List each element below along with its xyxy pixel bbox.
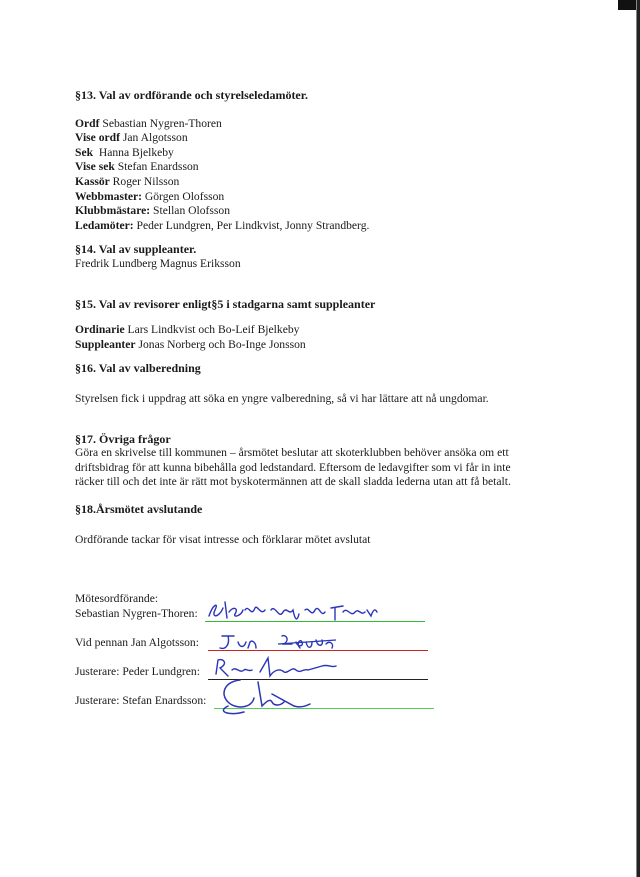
role-row: [75, 146, 595, 161]
scan-edge-shadow: [636, 0, 637, 877]
section-16-heading: §16. Val av valberedning: [75, 361, 201, 376]
section-14-text: Fredrik Lundberg Magnus Eriksson: [75, 256, 241, 270]
auditor-row: [75, 338, 595, 353]
role-name: Roger Nilsson: [109, 174, 180, 188]
auditor-label: Suppleanter: [75, 337, 136, 351]
secretary-label: Vid pennan Jan Algotsson:: [75, 636, 199, 649]
checker2-signature-handwriting: [210, 672, 320, 720]
role-label: Vise ordf: [75, 131, 120, 145]
role-row: [75, 190, 595, 205]
section-13-roles: [75, 117, 595, 234]
role-name: Görgen Olofsson: [141, 189, 225, 203]
role-row: [75, 219, 595, 234]
auditor-row: [75, 323, 595, 338]
section-17-line: räcker till och det inte är rätt mot byskotermännen att de skall sladda lederna utan att få betalt.: [75, 475, 511, 489]
chair-title: Mötesordförande:: [75, 592, 159, 605]
role-label: Ordf: [75, 116, 100, 130]
section-17-heading: §17. Övriga frågor: [75, 431, 171, 446]
section-16-text: Styrelsen fick i uppdrag att söka en yngre valberedning, så vi har lättare att nå ungdomar.: [75, 391, 489, 405]
section-17-line: Göra en skrivelse till kommunen – årsmötet beslutar att skoterklubben behöver ansöka om ett: [75, 446, 509, 460]
role-label: Vise sek: [75, 160, 115, 174]
role-row: [75, 160, 595, 175]
role-row: [75, 204, 595, 219]
auditor-names: Lars Lindkvist och Bo-Leif Bjelkeby: [124, 323, 300, 337]
chair-name-label: Sebastian Nygren-Thoren:: [75, 607, 198, 620]
role-row: [75, 117, 595, 132]
role-label: Kassör: [75, 174, 110, 188]
role-name: Sebastian Nygren-Thoren: [99, 116, 222, 130]
minutes-body: [75, 88, 595, 548]
role-name: Peder Lundgren, Per Lindkvist, Jonny Strandberg.: [133, 218, 370, 232]
auditor-names: Jonas Norberg och Bo-Inge Jonsson: [135, 337, 306, 351]
role-label: Webbmaster:: [75, 189, 142, 203]
role-label: Klubbmästare:: [75, 204, 151, 218]
section-13-heading: §13. Val av ordförande och styrelseledamöter.: [75, 88, 308, 102]
chair-signature-handwriting: [205, 598, 425, 624]
section-14-heading: §14. Val av suppleanter.: [75, 242, 197, 257]
section-15-heading: §15. Val av revisorer enligt§5 i stadgarna samt suppleanter: [75, 296, 376, 311]
role-name: Jan Algotsson: [119, 131, 188, 145]
checker2-label: Justerare: Stefan Enardsson:: [75, 694, 207, 707]
role-row: [75, 175, 595, 190]
section-18-heading: §18.Årsmötet avslutande: [75, 501, 203, 516]
role-name: Hanna Bjelkeby: [93, 145, 174, 159]
checker1-label: Justerare: Peder Lundgren:: [75, 665, 200, 678]
role-row: [75, 131, 595, 146]
role-name: Stefan Enardsson: [114, 160, 199, 174]
auditor-label: Ordinarie: [75, 323, 125, 337]
role-label: Ledamöter:: [75, 218, 134, 232]
secretary-signature-handwriting: [212, 630, 342, 654]
role-label: Sek: [75, 145, 94, 159]
role-name: Stellan Olofsson: [150, 204, 231, 218]
section-17-line: driftsbidrag för att kunna bibehålla god ledstandard. Eftersom de ledavgifter som vi får in inte: [75, 460, 511, 474]
section-18-text: Ordförande tackar för visat intresse och förklarar mötet avslutat: [75, 533, 371, 547]
